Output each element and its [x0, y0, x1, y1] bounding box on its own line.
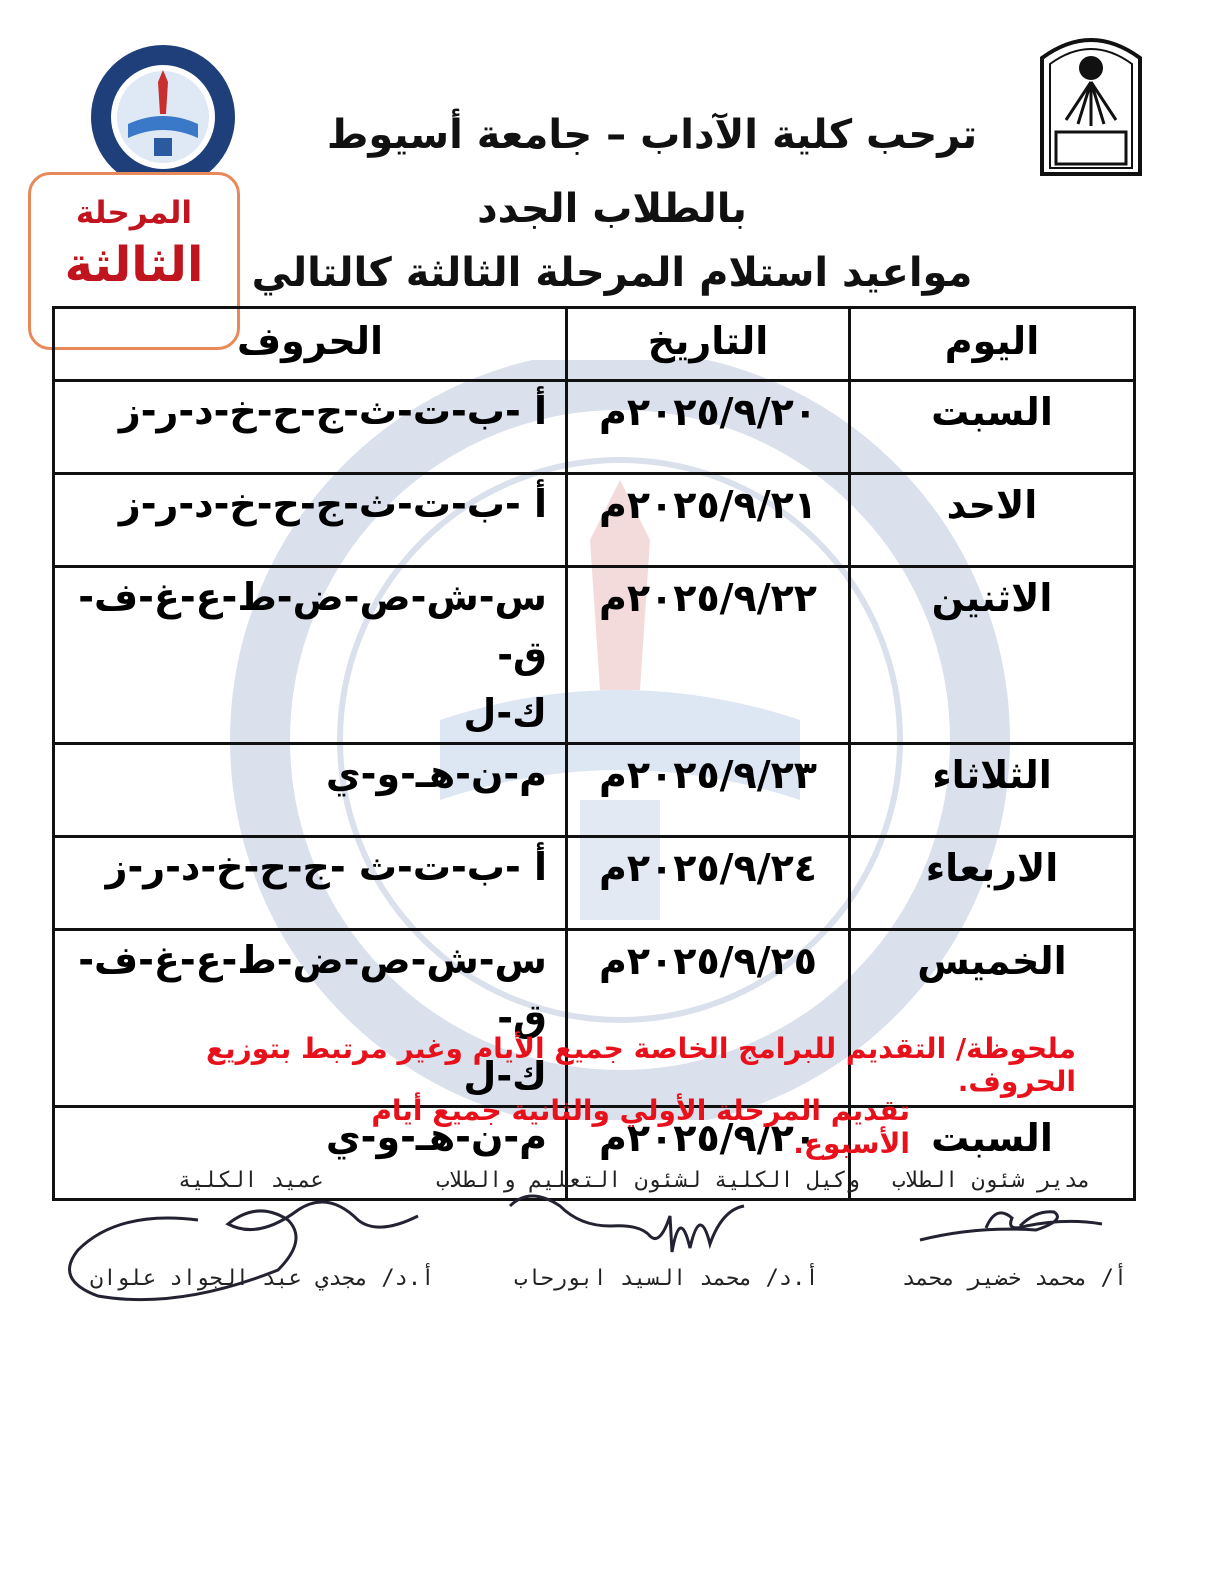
- signatory-title-dean: عميد الكلية: [178, 1168, 324, 1193]
- cell-date: ٢٠٢٥/٩/٢١م: [567, 474, 850, 567]
- page-title: ترحب كلية الآداب – جامعة أسيوط: [326, 112, 978, 158]
- schedule-heading: مواعيد استلام المرحلة الثالثة كالتالي: [251, 250, 973, 296]
- cell-day: الثلاثاء: [850, 744, 1135, 837]
- table-row: [54, 837, 1135, 930]
- letters-line: ك-ل: [463, 1054, 547, 1098]
- letters-line: م-ن-هـ-و-ي: [325, 752, 547, 796]
- stage-badge-label: المرحلة: [75, 195, 193, 231]
- note-private-programs: ملحوظة/ التقديم للبرامج الخاصة جميع الأيام وغير مرتبط بتوزيع الحروف.: [206, 1032, 1076, 1098]
- cell-date: ٢٠٢٥/٩/٢٠م: [567, 1107, 850, 1200]
- cell-date: ٢٠٢٥/٩/٢٤م: [567, 837, 850, 930]
- cell-letters: [54, 744, 567, 837]
- cell-date: ٢٠٢٥/٩/٢٠م: [567, 381, 850, 474]
- signatory-title-student-affairs: مدير شئون الطلاب: [892, 1168, 1091, 1193]
- cell-date: ٢٠٢٥/٩/٢٥م: [567, 930, 850, 1107]
- header-letters: الحروف: [54, 308, 567, 381]
- cell-letters: [54, 567, 567, 744]
- cell-date: ٢٠٢٥/٩/٢٢م: [567, 567, 850, 744]
- cell-date: ٢٠٢٥/٩/٢٣م: [567, 744, 850, 837]
- signatory-name-student-affairs: أ/ محمد خضير محمد: [902, 1266, 1128, 1291]
- signature-student-affairs: [916, 1196, 1106, 1252]
- header-date: التاريخ: [567, 308, 850, 381]
- cell-day: السبت: [850, 381, 1135, 474]
- signature-dean: [58, 1180, 438, 1310]
- cell-day: الخميس: [850, 930, 1135, 1107]
- letters-line: م-ن-هـ-و-ي: [325, 1115, 547, 1159]
- signatory-title-vice-dean: وكيل الكلية لشئون التعليم والطلاب: [436, 1168, 860, 1193]
- letters-line: س-ش-ص-ض-ط-ع-غ-ف-ق-: [78, 575, 547, 677]
- cell-day: السبت: [850, 1107, 1135, 1200]
- cell-day: الاثنين: [850, 567, 1135, 744]
- cell-day: الاحد: [850, 474, 1135, 567]
- signatory-name-dean: أ.د/ مجدي عبد الجواد علوان: [90, 1266, 435, 1291]
- letters-line: ك-ل: [463, 691, 547, 735]
- cell-letters: [54, 837, 567, 930]
- letters-line: أ -ب-ت-ث -ج-ح-خ-د-ر-ز: [105, 845, 547, 889]
- signatory-name-vice-dean: أ.د/ محمد السيد ابورحاب: [514, 1266, 819, 1291]
- table-row: [54, 744, 1135, 837]
- table-row: [54, 567, 1135, 744]
- header-day: اليوم: [850, 308, 1135, 381]
- stage-badge-value: الثالثة: [64, 237, 204, 293]
- signature-vice-dean: [500, 1186, 750, 1266]
- note-stages-one-two: تقديم المرحلة الأولي والثانية جميع أيام الأسبوع.: [371, 1094, 910, 1160]
- cell-letters: [54, 381, 567, 474]
- letters-line: أ -ب-ت-ث-ج-ح-خ-د-ر-ز: [118, 389, 547, 433]
- table-row: [54, 381, 1135, 474]
- page-subtitle: بالطلاب الجدد: [477, 186, 747, 232]
- letters-line: س-ش-ص-ض-ط-ع-غ-ف-ق-: [78, 938, 547, 1040]
- table-header-row: [54, 308, 1135, 381]
- cell-letters: [54, 474, 567, 567]
- cell-day: الاربعاء: [850, 837, 1135, 930]
- table-row: [54, 474, 1135, 567]
- letters-line: أ -ب-ت-ث-ج-ح-خ-د-ر-ز: [118, 482, 547, 526]
